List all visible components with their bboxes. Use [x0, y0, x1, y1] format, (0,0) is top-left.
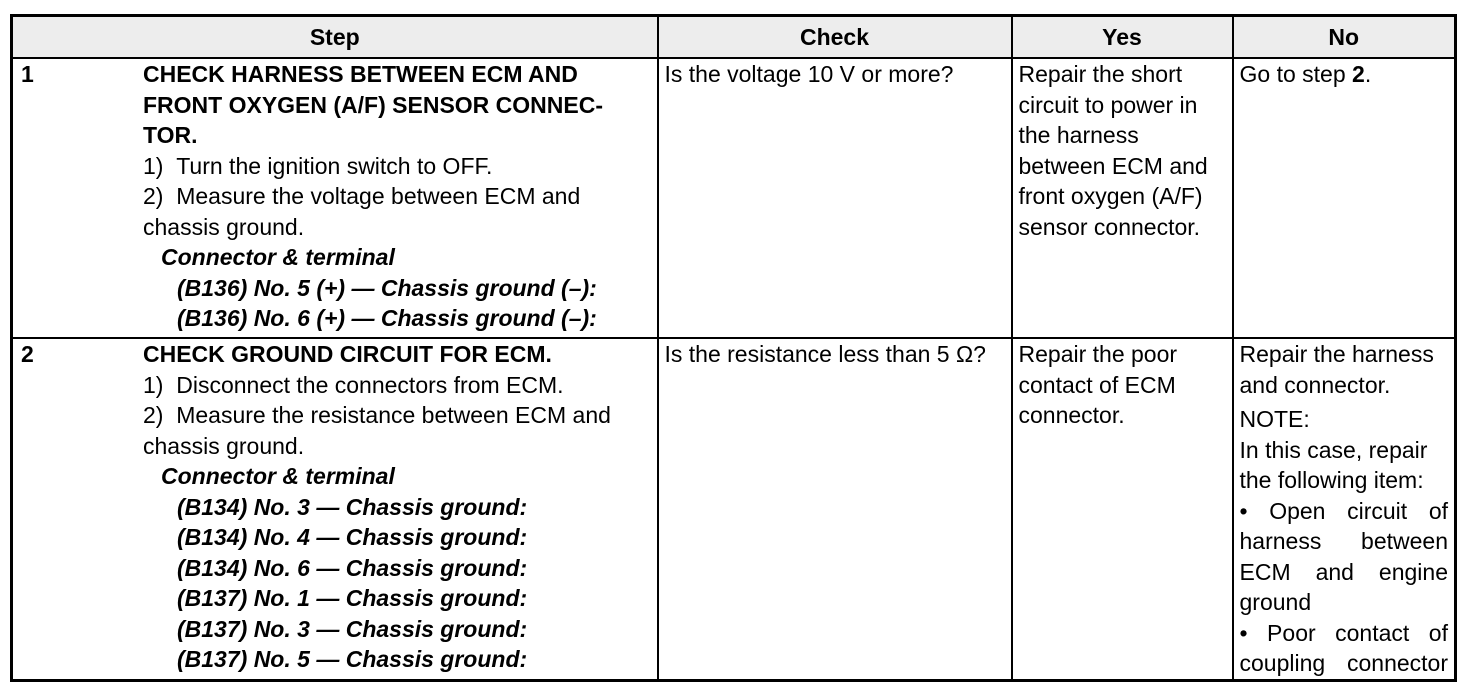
- connector-heading: Connector & terminal: [161, 244, 395, 270]
- step-instruction: 2) Measure the voltage between ECM and chassis ground.: [143, 183, 581, 240]
- yes-cell: [1012, 338, 1233, 681]
- step-title: CHECK GROUND CIRCUIT FOR ECM.: [143, 341, 552, 367]
- terminal-spec: (B134) No. 6 — Chassis ground:: [177, 554, 528, 581]
- no-text: Repair the harness and connector.: [1239, 341, 1434, 398]
- header-no: No: [1233, 16, 1456, 59]
- header-row: [12, 16, 1456, 59]
- note-text: In this case, repair the following item:: [1239, 436, 1428, 493]
- no-cell: [1233, 338, 1456, 681]
- check-cell: [658, 338, 1012, 681]
- yes-text: Repair the short circuit to power in the harness between ECM and front oxygen (A/F) sensor connector.: [1018, 61, 1208, 240]
- terminal-spec: (B137) No. 1 — Chassis ground:: [177, 585, 528, 611]
- connector-heading: Connector & terminal: [161, 463, 395, 489]
- check-cell: [658, 58, 1012, 338]
- terminal-spec: (B134) No. 4 — Chassis ground:: [177, 524, 528, 550]
- step-instruction: 2) Measure the resistance between ECM and chassis ground.: [143, 402, 611, 459]
- step-cell: [12, 338, 658, 681]
- check-text: Is the resistance less than 5 Ω?: [664, 341, 986, 367]
- step-number: 1: [21, 61, 34, 87]
- yes-text: Repair the poor contact of ECM connector.: [1018, 341, 1178, 428]
- no-step-link: 2: [1352, 61, 1365, 87]
- header-step: Step: [12, 16, 658, 59]
- header-check: Check: [658, 16, 1012, 59]
- step-title: CHECK HARNESS BETWEEN ECM AND FRONT OXYGEN (A/F) SENSOR CONNEC-TOR.: [143, 61, 604, 148]
- no-prefix: Go to step: [1239, 61, 1353, 87]
- step-cell: [12, 58, 658, 338]
- step-instruction: 1) Disconnect the connectors from ECM.: [143, 371, 564, 398]
- terminal-spec: (B136) No. 5 (+) — Chassis ground (–):: [177, 274, 597, 301]
- no-suffix: .: [1364, 61, 1372, 87]
- terminal-spec: (B134) No. 3 — Chassis ground:: [177, 493, 528, 520]
- table-row: [12, 338, 1456, 681]
- table-row: [12, 58, 1456, 338]
- header-yes: Yes: [1012, 16, 1233, 59]
- terminal-spec: (B137) No. 3 — Chassis ground:: [177, 615, 528, 642]
- terminal-spec: (B136) No. 6 (+) — Chassis ground (–):: [177, 305, 597, 331]
- check-text: Is the voltage 10 V or more?: [664, 61, 954, 87]
- terminal-spec: (B137) No. 5 — Chassis ground:: [177, 646, 528, 672]
- note-label: NOTE:: [1239, 406, 1310, 432]
- diagnostic-table: [10, 14, 1457, 682]
- note-bullet: • Open circuit of harness between ECM and engine ground: [1239, 497, 1448, 615]
- step-instruction: 1) Turn the ignition switch to OFF.: [143, 152, 493, 179]
- note-bullet: • Poor contact of coupling connector: [1239, 619, 1448, 676]
- step-number: 2: [21, 341, 34, 367]
- yes-cell: [1012, 58, 1233, 338]
- no-cell: [1233, 58, 1456, 338]
